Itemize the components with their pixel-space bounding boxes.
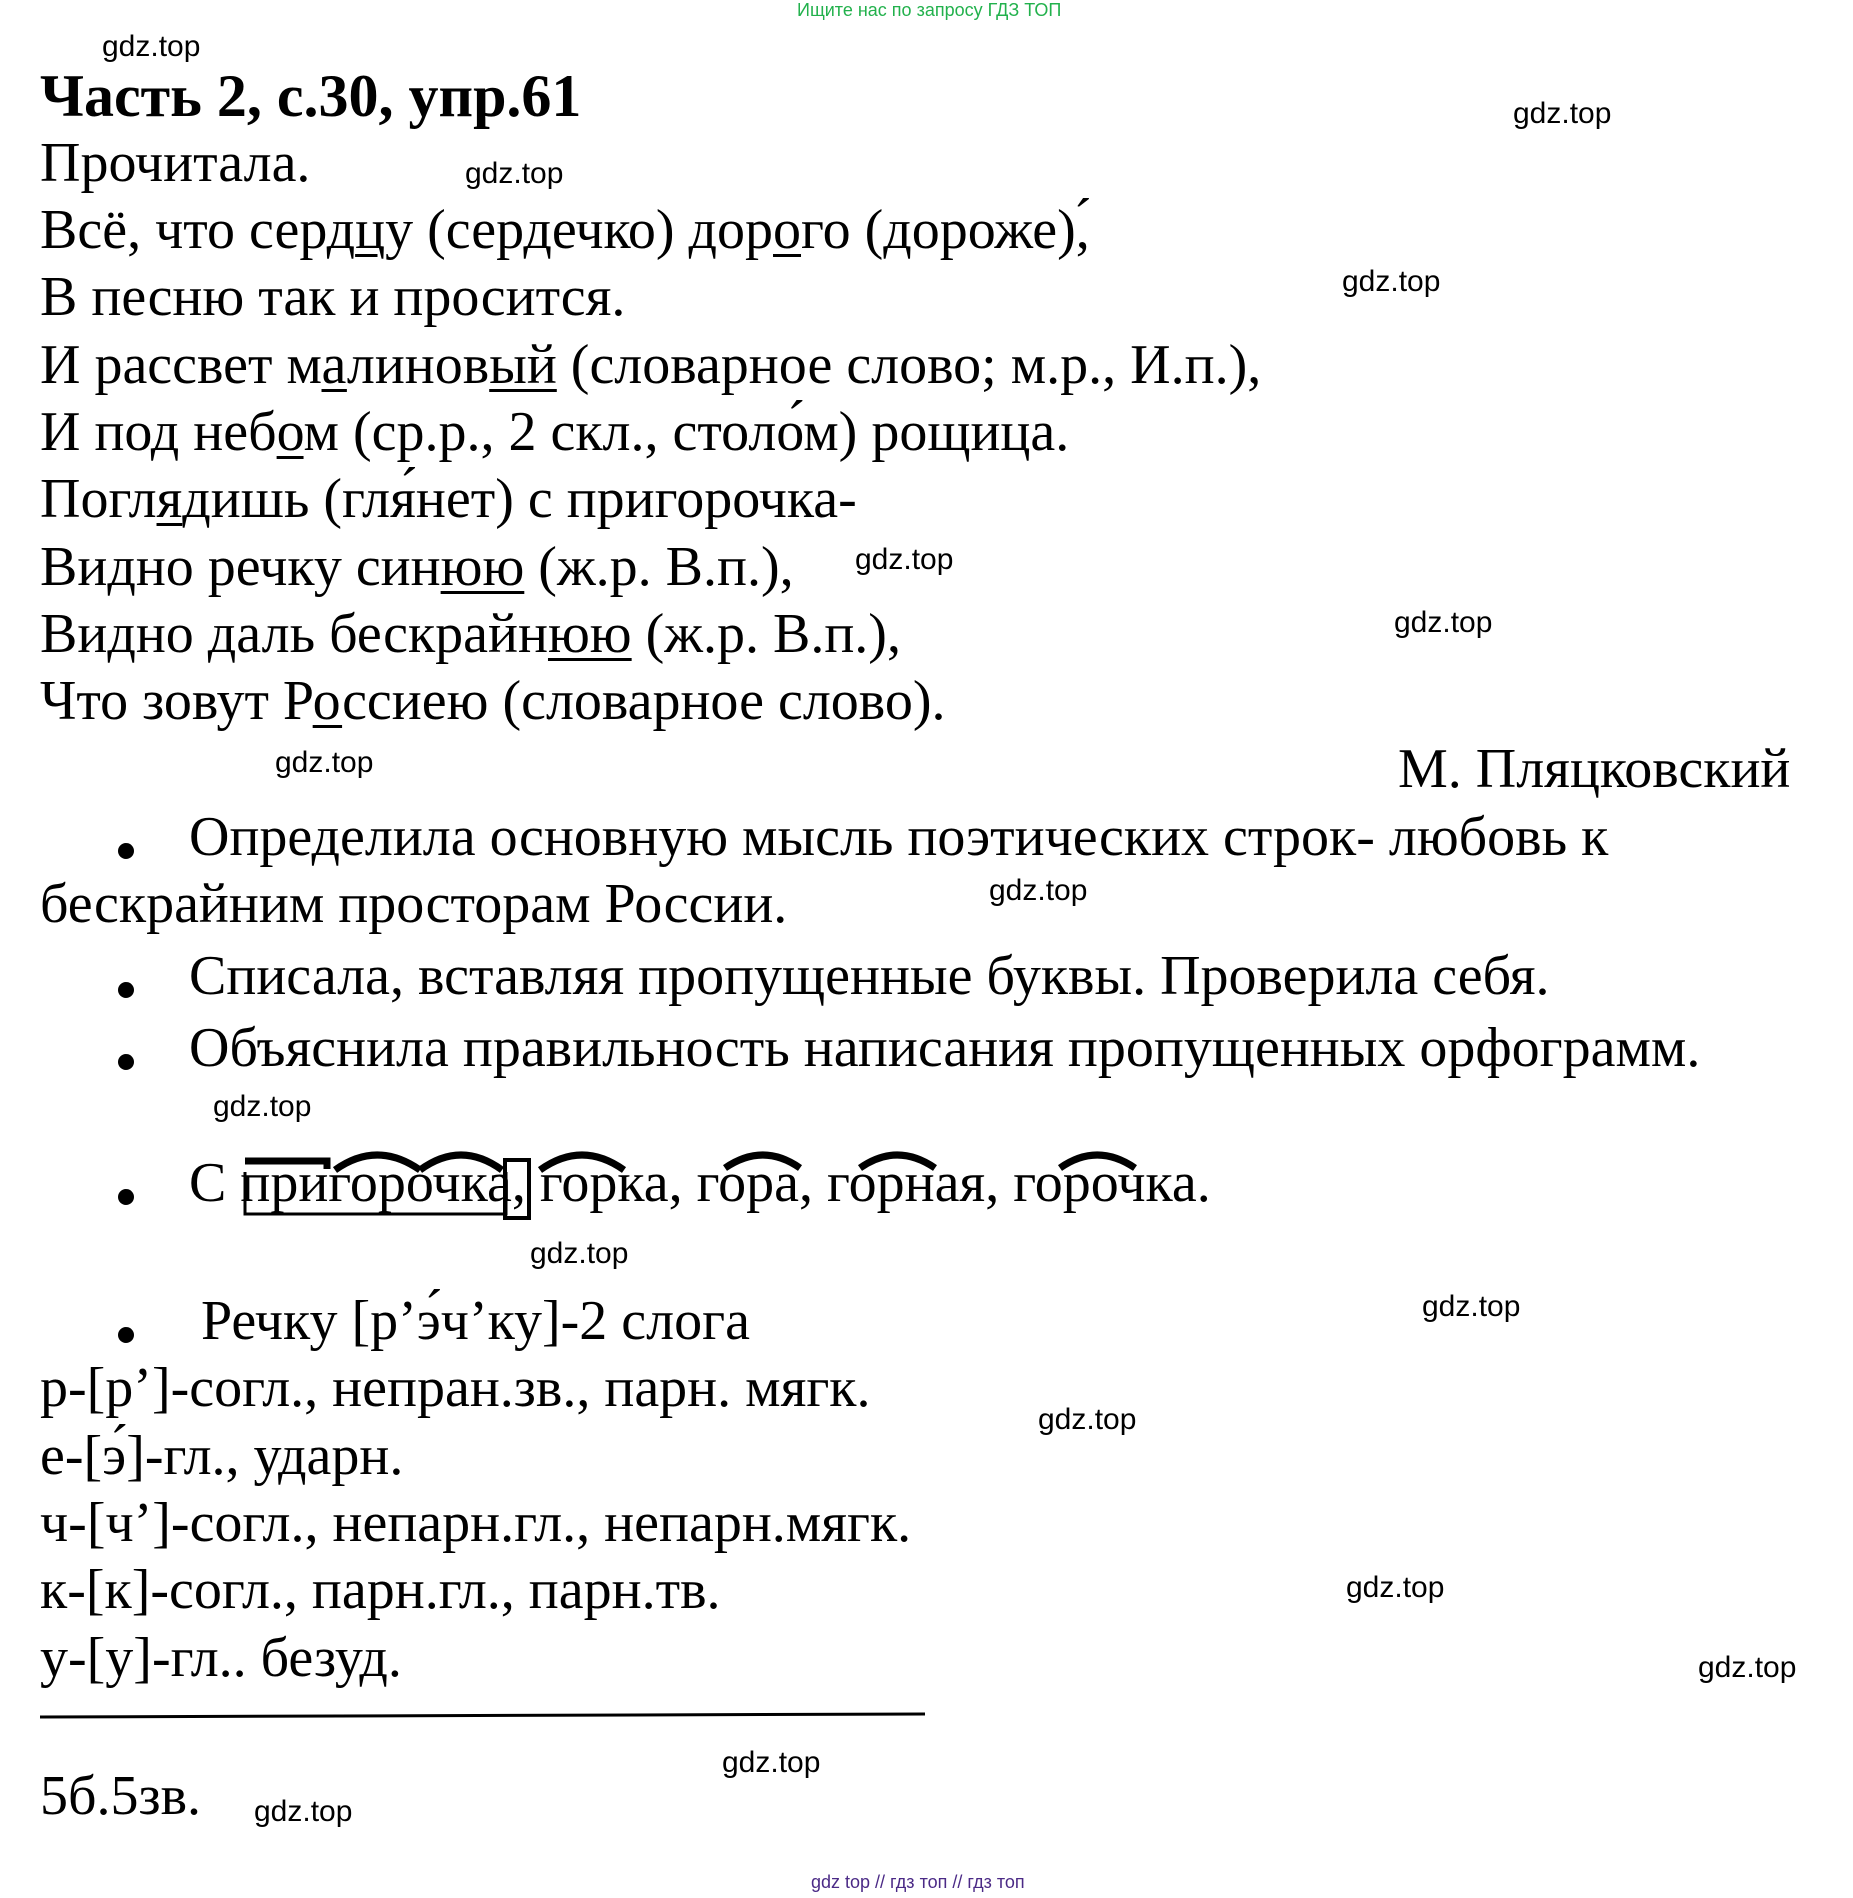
watermark: gdz.top bbox=[1513, 97, 1612, 130]
intro-text: Прочитала. bbox=[40, 132, 311, 194]
footer-watermark[interactable]: gdz top // гдз топ // гдз топ bbox=[811, 1872, 1025, 1892]
watermark: gdz.top bbox=[1342, 265, 1441, 298]
bullet-5: Речку [р’э́ч’ку]-2 слога bbox=[201, 1290, 750, 1352]
watermark: gdz.top bbox=[102, 30, 201, 63]
watermark: gdz.top bbox=[1394, 606, 1493, 639]
poem-line-8: Что зовут Россиею (словарное слово). bbox=[40, 670, 946, 732]
bullet-1-line-2: бескрайним просторам России. bbox=[40, 873, 788, 935]
poem-line-5: Поглядишь (гля ́нет) с пригорочка- bbox=[40, 467, 857, 531]
poem-line-1: Всё, что сердцу (сердечко) дорого (дороже), ́ bbox=[40, 198, 1090, 262]
phonetic-line-2: е-[э́]-гл., ударн. bbox=[40, 1425, 404, 1487]
root-arc-1 bbox=[335, 1155, 420, 1170]
watermark: gdz.top bbox=[722, 1746, 821, 1779]
poem-line-2: В песню так и просится. bbox=[40, 266, 626, 328]
prefix-mark bbox=[245, 1161, 327, 1169]
phonetic-line-5: у-[у]-гл.. безуд. bbox=[40, 1627, 402, 1689]
root-arc-6 bbox=[1060, 1155, 1135, 1168]
watermark: gdz.top bbox=[275, 746, 374, 779]
phonetic-line-3: ч-[ч’]-согл., непарн.гл., непарн.мягк. bbox=[40, 1492, 912, 1554]
watermark: gdz.top bbox=[1422, 1290, 1521, 1323]
top-banner[interactable]: Ищите нас по запросу ГДЗ ТОП bbox=[797, 0, 1062, 20]
watermark: gdz.top bbox=[989, 874, 1088, 907]
root-arc-3 bbox=[540, 1155, 624, 1170]
watermark: gdz.top bbox=[254, 1795, 353, 1828]
watermark: gdz.top bbox=[213, 1090, 312, 1123]
bullet-4: С пригорочка, горка, гора, горная, горочка. bbox=[189, 1152, 1211, 1214]
watermark: gdz.top bbox=[855, 543, 954, 576]
watermark: gdz.top bbox=[465, 157, 564, 190]
watermark: gdz.top bbox=[1038, 1403, 1137, 1436]
root-arc-2 bbox=[420, 1155, 502, 1170]
root-arc-4 bbox=[725, 1155, 800, 1168]
poem-author: М. Пляцковский bbox=[1398, 738, 1791, 800]
watermark: gdz.top bbox=[530, 1237, 629, 1270]
page-title: Часть 2, с.30, упр.61 bbox=[40, 63, 582, 129]
ending-box bbox=[505, 1160, 529, 1218]
bullet-dot-5 bbox=[118, 1327, 134, 1343]
phonetic-line-1: р-[р’]-согл., непран.зв., парн. мягк. bbox=[40, 1357, 871, 1419]
word-stem: пригорочк bbox=[240, 1152, 487, 1214]
poem-line-7: Видно даль бескрайнюю (ж.р. В.п.), bbox=[40, 603, 901, 665]
separator-line bbox=[40, 1714, 925, 1717]
poem-line-6: Видно речку синюю (ж.р. В.п.), bbox=[40, 536, 794, 598]
bullet-3: Объяснила правильность написания пропущенных орфограмм. bbox=[189, 1017, 1701, 1079]
stem-bracket bbox=[245, 1172, 506, 1214]
root-arc-5 bbox=[860, 1155, 935, 1168]
poem-line-3: И рассвет малиновый (словарное слово; м.р., И.п.), bbox=[40, 334, 1262, 396]
phonetic-line-4: к-[к]-согл., парн.гл., парн.тв. bbox=[40, 1559, 721, 1621]
poem-line-4: И под небом (ср.р., 2 скл., столо ́м) рощица. bbox=[40, 400, 1069, 464]
bullet-2: Списала, вставляя пропущенные буквы. Проверила себя. bbox=[189, 945, 1550, 1007]
watermark: gdz.top bbox=[1698, 1651, 1797, 1684]
watermark: gdz.top bbox=[1346, 1571, 1445, 1604]
sound-summary: 5б.5зв. bbox=[40, 1765, 202, 1827]
bullet-1-line-1: Определила основную мысль поэтических строк- любовь к bbox=[189, 806, 1609, 868]
word-ending: а bbox=[486, 1152, 512, 1214]
